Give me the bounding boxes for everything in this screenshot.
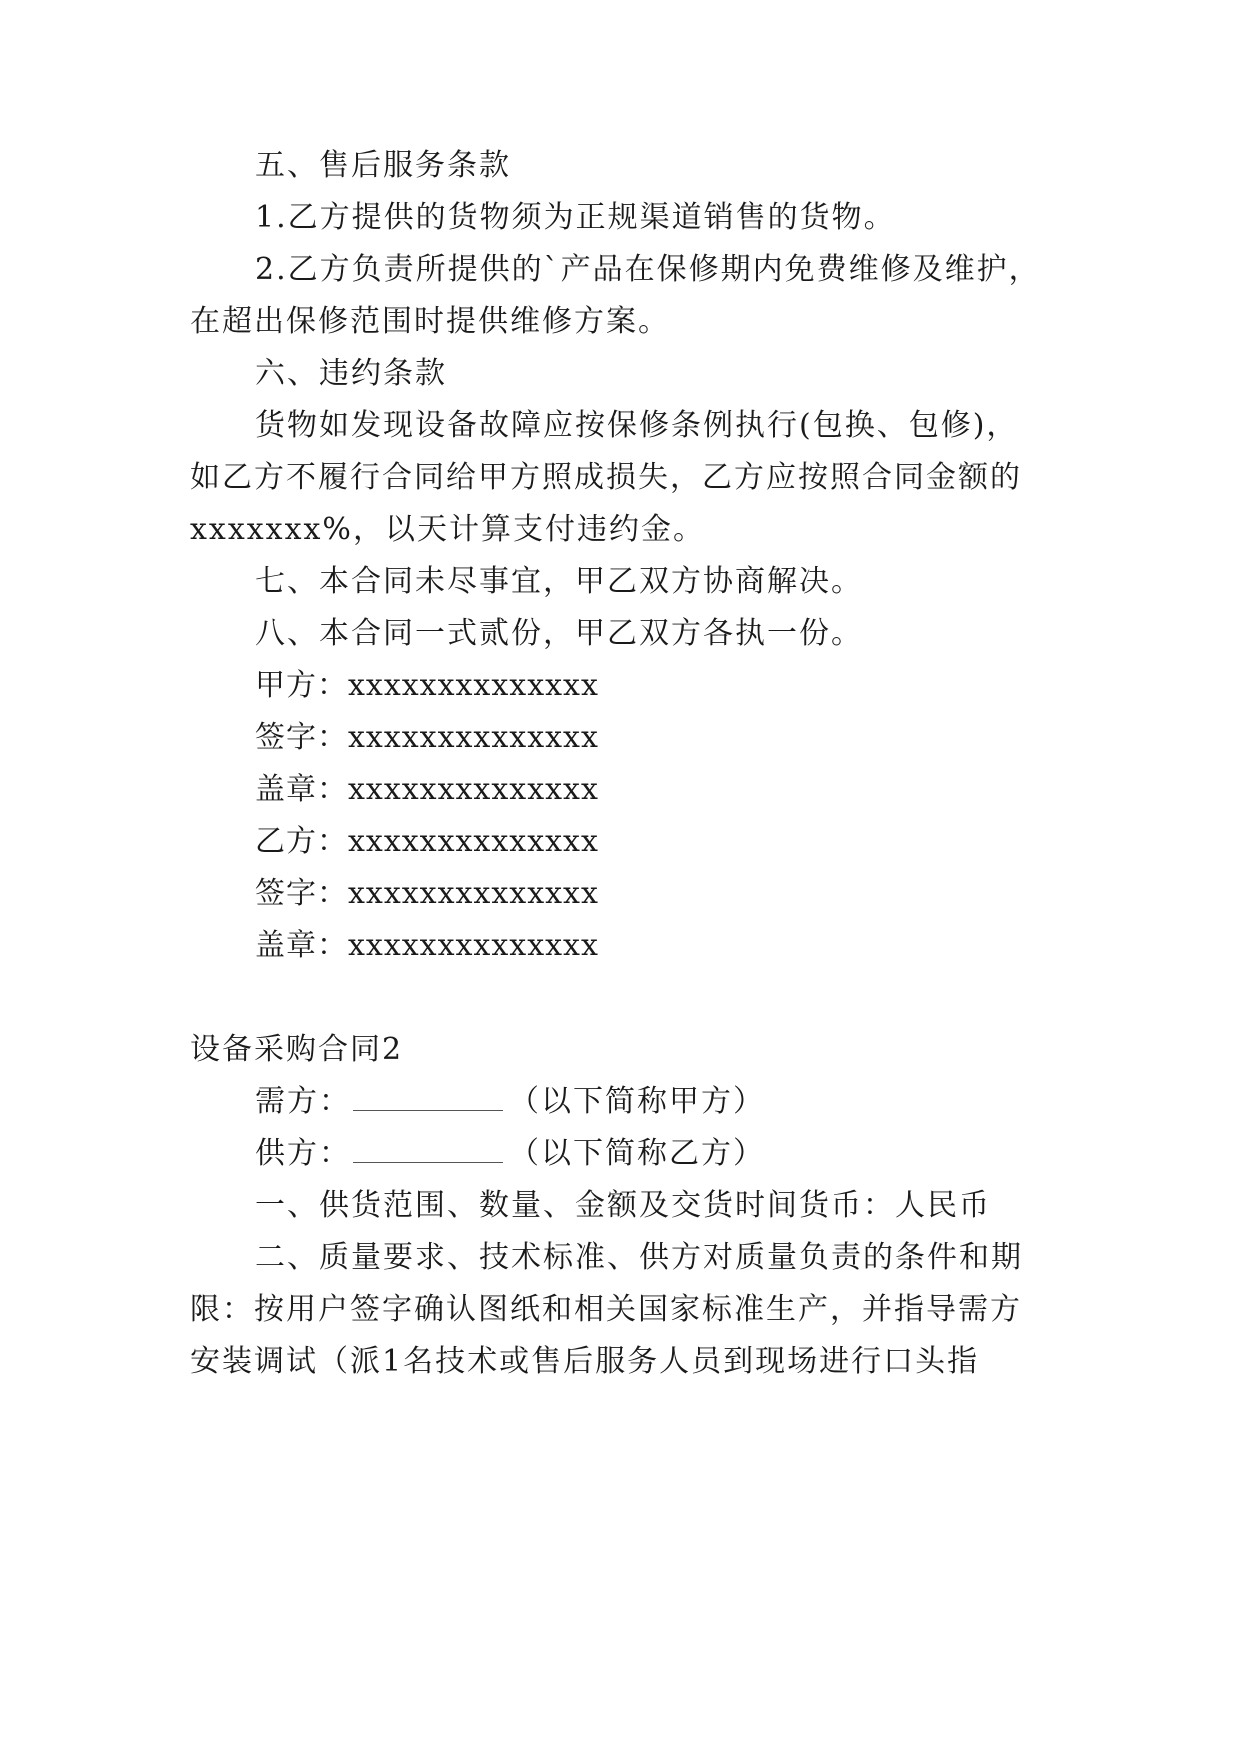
section-6-line-3: xxxxxxx%，以天计算支付违约金。	[190, 512, 705, 547]
signature-value: xxxxxxxxxxxxxx	[348, 824, 599, 859]
section-6-line-2: 如乙方不履行合同给甲方照成损失，乙方应按照合同金额的	[190, 460, 1022, 495]
section-5-item-2-line-1: 2.乙方负责所提供的`产品在保修期内免费维修及维护，	[255, 252, 1041, 287]
signature-line-party-a-seal	[255, 770, 599, 810]
contract-2-section-2-line-1: 二、质量要求、技术标准、供方对质量负责的条件和期	[255, 1240, 1023, 1275]
signature-label: 盖章：	[255, 772, 348, 807]
signature-value: xxxxxxxxxxxxxx	[348, 928, 599, 963]
buyer-note: （以下简称甲方）	[509, 1084, 765, 1119]
signature-label: 甲方：	[255, 668, 348, 703]
signature-value: xxxxxxxxxxxxxx	[348, 668, 599, 703]
signature-label: 乙方：	[255, 824, 348, 859]
contract-2-section-2-line-2: 限：按用户签字确认图纸和相关国家标准生产，并指导需方	[190, 1292, 1022, 1327]
buyer-line	[255, 1082, 765, 1122]
supplier-line	[255, 1134, 765, 1174]
supplier-note: （以下简称乙方）	[509, 1136, 765, 1171]
signature-line-party-b-seal	[255, 926, 599, 966]
signature-value: xxxxxxxxxxxxxx	[348, 720, 599, 755]
signature-label: 盖章：	[255, 928, 348, 963]
section-7: 七、本合同未尽事宜，甲乙双方协商解决。	[255, 564, 863, 599]
signature-line-party-a-sign	[255, 718, 599, 758]
signature-label: 签字：	[255, 720, 348, 755]
section-6-heading: 六、违约条款	[255, 356, 447, 391]
buyer-name-blank	[353, 1084, 503, 1111]
supplier-name-blank	[353, 1136, 503, 1163]
contract-2-section-2-line-3: 安装调试（派1名技术或售后服务人员到现场进行口头指	[190, 1344, 980, 1379]
section-5-item-1: 1.乙方提供的货物须为正规渠道销售的货物。	[255, 200, 896, 235]
section-5-item-2-line-2: 在超出保修范围时提供维修方案。	[190, 304, 670, 339]
section-5-heading: 五、售后服务条款	[255, 148, 511, 183]
signature-label: 签字：	[255, 876, 348, 911]
section-8: 八、本合同一式贰份，甲乙双方各执一份。	[255, 616, 863, 651]
signature-value: xxxxxxxxxxxxxx	[348, 876, 599, 911]
signature-line-party-b-sign	[255, 874, 599, 914]
signature-line-party-b	[255, 822, 599, 862]
contract-2-title: 设备采购合同2	[190, 1032, 404, 1067]
supplier-label: 供方：	[255, 1136, 351, 1171]
signature-value: xxxxxxxxxxxxxx	[348, 772, 599, 807]
buyer-label: 需方：	[255, 1084, 351, 1119]
section-6-line-1: 货物如发现设备故障应按保修条例执行(包换、包修)，	[255, 408, 1019, 443]
contract-2-section-1: 一、供货范围、数量、金额及交货时间货币：人民币	[255, 1188, 991, 1223]
signature-line-party-a	[255, 666, 599, 706]
